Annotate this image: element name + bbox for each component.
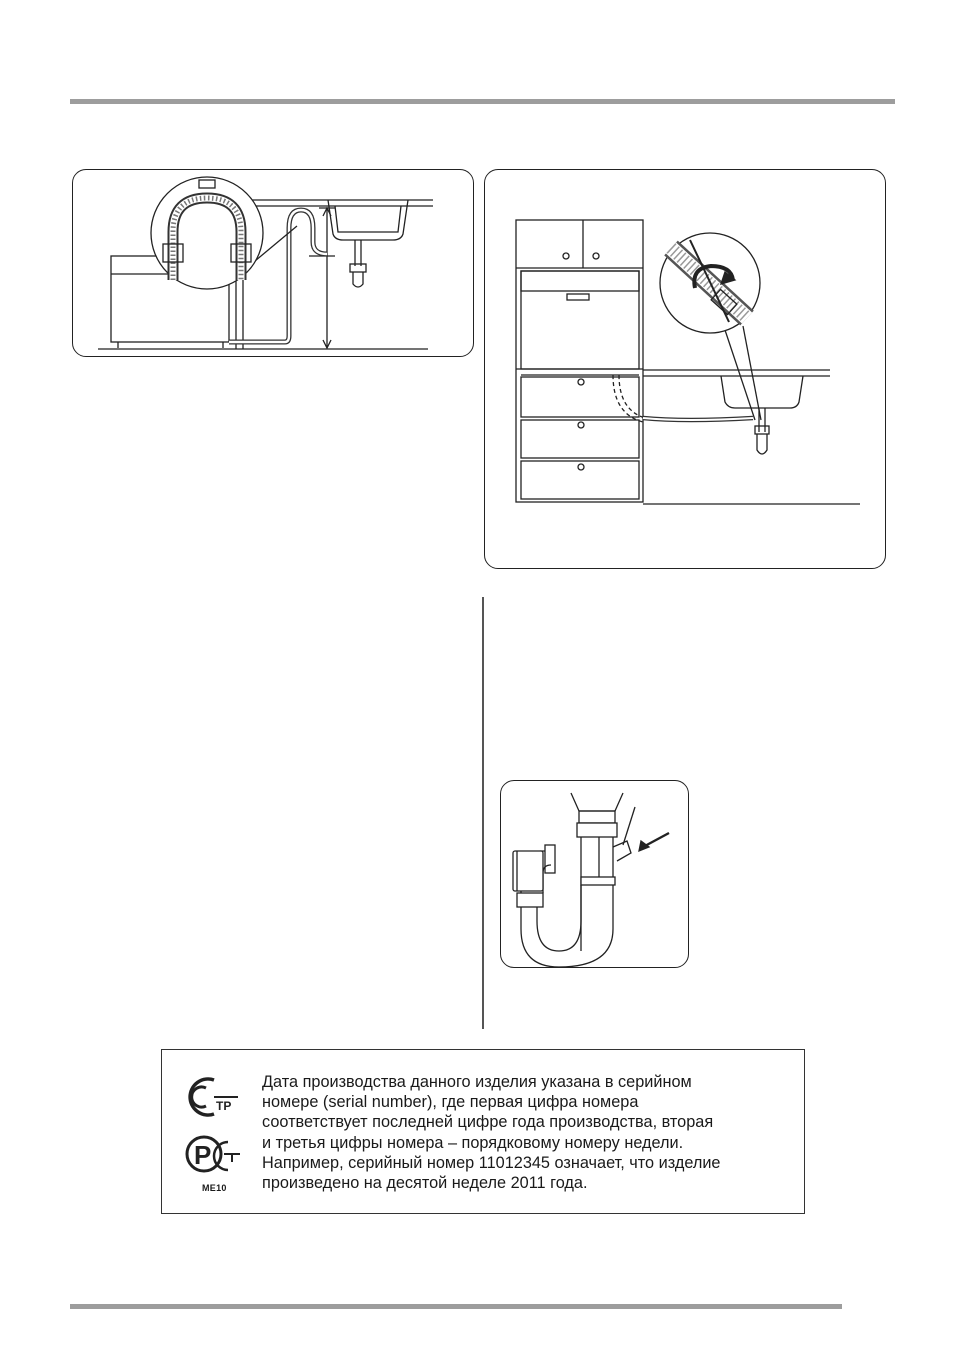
figure-drain-connection — [484, 169, 886, 569]
svg-text:P: P — [194, 1140, 212, 1170]
figure-drain-hose-height — [72, 169, 474, 357]
notice-line: и третья цифры номера – порядковому номеру недели. — [262, 1133, 684, 1152]
drain-hose-height-illustration — [73, 170, 473, 356]
header-rule — [70, 99, 895, 104]
notice-line: произведено на десятой неделе 2011 года. — [262, 1174, 588, 1193]
footer-rule — [70, 1304, 842, 1309]
notice-line: номере (serial number), где первая цифра номера — [262, 1093, 639, 1112]
drain-connection-illustration — [485, 170, 885, 568]
figure-siphon-inlet — [500, 780, 689, 968]
tr-mark-text: ТР — [216, 1099, 232, 1113]
notice-line: Дата производства данного изделия указана в серийном — [262, 1073, 692, 1091]
eac-tr-mark-icon — [184, 1074, 244, 1125]
notice-line: соответствует последней цифре года производства, вторая — [262, 1113, 714, 1132]
notice-line: Например, серийный номер 11012345 означает, что изделие — [262, 1153, 721, 1172]
pct-mark-icon — [184, 1132, 244, 1183]
notice-text — [262, 1072, 792, 1193]
column-divider — [482, 597, 484, 1029]
me10-label: МЕ10 — [202, 1183, 227, 1193]
siphon-inlet-illustration — [501, 781, 688, 967]
certification-notice — [161, 1049, 805, 1214]
